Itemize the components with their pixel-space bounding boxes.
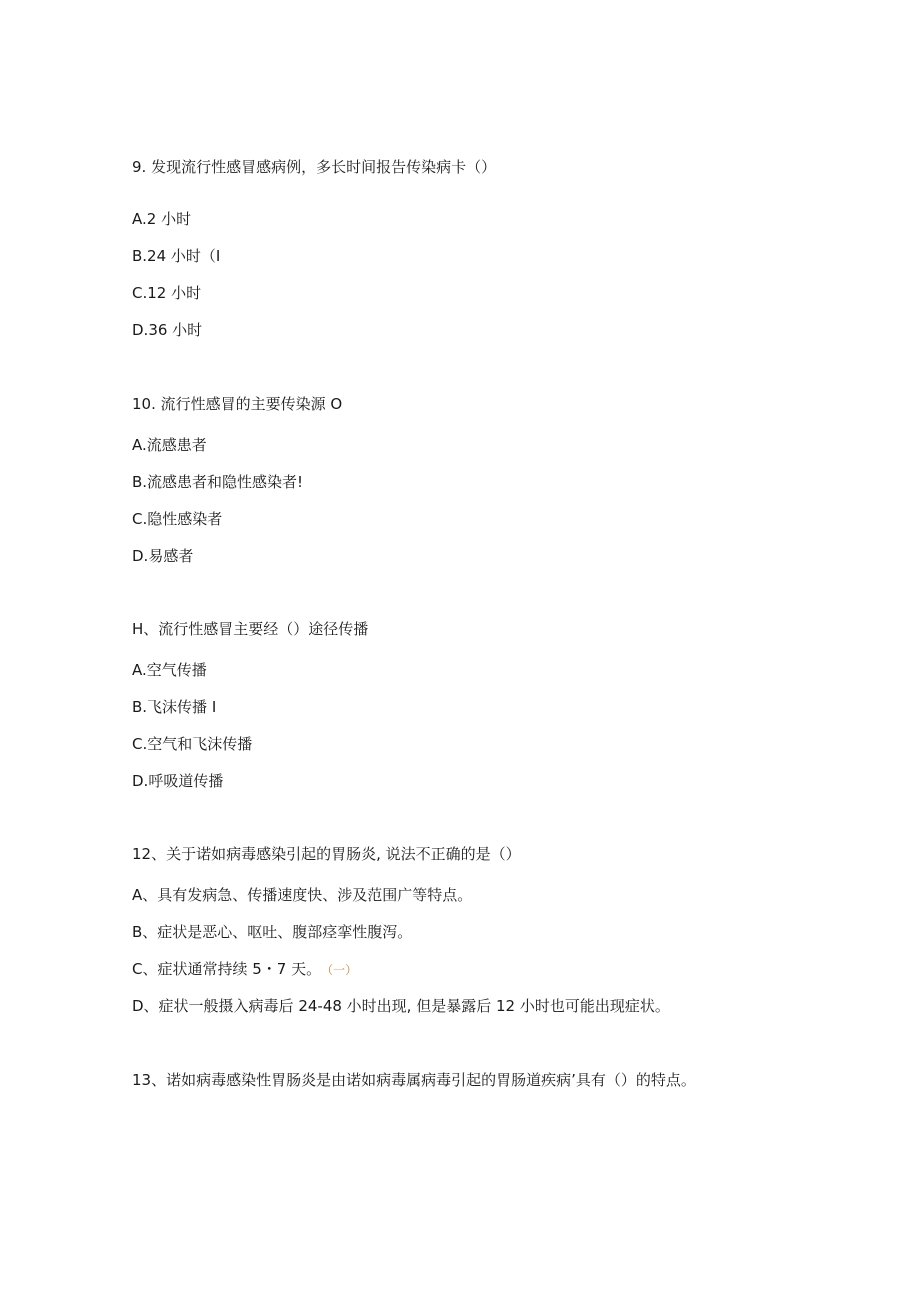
question-11-option-c: C.空气和飞沫传播	[132, 735, 253, 753]
question-9-option-d: D.36 小时	[132, 321, 203, 339]
question-9-option-c: C.12 小时	[132, 284, 202, 302]
question-9-option-b: B.24 小时（I	[132, 247, 221, 265]
question-9-stem: 9. 发现流行性感冒感病例，多长时间报告传染病卡（）	[132, 158, 497, 176]
question-12-stem: 12、关于诺如病毒感染引起的胃肠炎, 说法不正确的是（）	[132, 845, 521, 863]
question-12-option-b: B、症状是恶心、呕吐、腹部痉挛性腹泻。	[132, 923, 413, 941]
question-11-stem: H、流行性感冒主要经（）途径传播	[132, 620, 369, 638]
question-12-option-c-text: C、症状通常持续 5・7 天。	[132, 960, 322, 978]
question-10-stem: 10. 流行性感冒的主要传染源 O	[132, 395, 343, 413]
question-11-option-a: A.空气传播	[132, 661, 207, 679]
question-12-option-d: D、症状一般摄入病毒后 24-48 小时出现, 但是暴露后 12 小时也可能出现症状。	[132, 997, 670, 1015]
question-11-option-b: B.飞沫传播 I	[132, 698, 217, 716]
question-10-option-c: C.隐性感染者	[132, 510, 223, 528]
question-11-option-d: D.呼吸道传播	[132, 772, 224, 790]
question-12-option-a: A、具有发病急、传播速度快、涉及范围广等特点。	[132, 886, 473, 904]
question-10-option-b: B.流感患者和隐性感染者!	[132, 473, 304, 491]
handwritten-mark: （一）	[327, 963, 358, 977]
question-13-stem: 13、诺如病毒感染性胃肠炎是由诺如病毒属病毒引起的胃肠道疾病’具有（）的特点。	[132, 1071, 696, 1089]
question-10-option-d: D.易感者	[132, 547, 194, 565]
question-9-option-a: A.2 小时	[132, 210, 192, 228]
question-12-option-c	[132, 958, 357, 980]
question-10-option-a: A.流感患者	[132, 436, 207, 454]
